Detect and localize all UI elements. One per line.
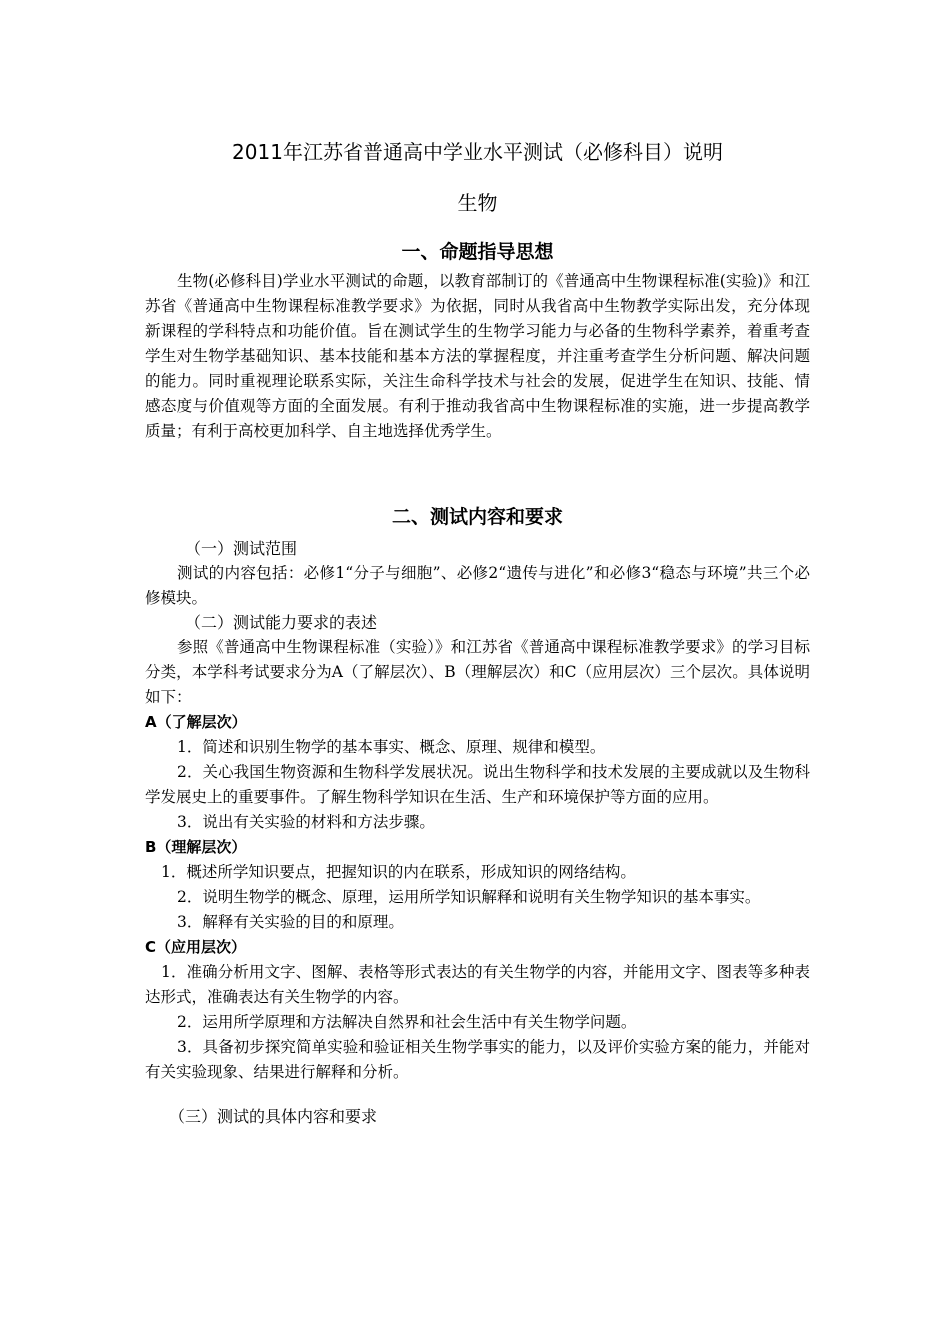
subsection-heading-ability-requirements: （二）测试能力要求的表述 — [185, 613, 378, 632]
test-scope-paragraph: 测试的内容包括：必修1“分子与细胞”、必修2“遗传与进化”和必修3“稳态与环境”共三个必修模块。 — [145, 564, 810, 607]
subsection-heading-specific-content: （三）测试的具体内容和要求 — [169, 1107, 378, 1126]
level-c-item: 3．具备初步探究简单实验和验证相关生物学事实的能力，以及评价实验方案的能力，并能对有关实验现象、结果进行解释和分析。 — [145, 1038, 810, 1081]
subject-title: 生物 — [457, 191, 498, 215]
section-heading-content-requirements: 二、测试内容和要求 — [391, 506, 563, 528]
level-c-item: 1．准确分析用文字、图解、表格等形式表达的有关生物学的内容，并能用文字、图表等多种表达形式，准确表达有关生物学的内容。 — [145, 963, 810, 1006]
guiding-ideas-paragraph: 生物(必修科目)学业水平测试的命题，以教育部制订的《普通高中生物课程标准(实验)》和江苏省《普通高中生物课程标准教学要求》为依据，同时从我省高中生物教学实际出发，充分体现新课程的学科特点和功能价值。旨在测试学生的生物学习能力与必备的生物科学素养，着重考查学生对生物学基础知识、基本技能和基本方法的掌握程度，并注重考查学生分析问题、解决问题的能力。同时重视理论联系实际，关注生命科学技术与社会的发展，促进学生在知识、技能、情感态度与价值观等方面的全面发展。有利于推动我省高中生物课程标准的实施，进一步提高教学质量；有利于高校更加科学、自主地选择优秀学生。 — [145, 272, 810, 440]
subsection-heading-test-scope: （一）测试范围 — [185, 539, 298, 558]
level-a-item: 1．简述和识别生物学的基本事实、概念、原理、规律和模型。 — [177, 738, 606, 756]
level-c-item: 2．运用所学原理和方法解决自然界和社会生活中有关生物学问题。 — [177, 1013, 637, 1031]
ability-intro-paragraph: 参照《普通高中生物课程标准（实验）》和江苏省《普通高中课程标准教学要求》的学习目标分类，本学科考试要求分为A（了解层次）、B（理解层次）和C（应用层次）三个层次。具体说明如下： — [145, 638, 810, 706]
level-heading-b: B（理解层次） — [145, 838, 247, 856]
level-b-item: 3．解释有关实验的目的和原理。 — [177, 913, 404, 931]
section-heading-guiding-ideas: 一、命题指导思想 — [401, 241, 554, 263]
level-b-item: 1．概述所学知识要点，把握知识的内在联系，形成知识的网络结构。 — [161, 863, 636, 881]
document-body — [145, 132, 810, 1129]
level-a-item: 2．关心我国生物资源和生物科学发展状况。说出生物科学和技术发展的主要成就以及生物科学发展史上的重要事件。了解生物科学知识在生活、生产和环境保护等方面的应用。 — [145, 763, 810, 806]
document-title: 2011年江苏省普通高中学业水平测试（必修科目）说明 — [232, 140, 723, 164]
level-b-item: 2．说明生物学的概念、原理，运用所学知识解释和说明有关生物学知识的基本事实。 — [177, 888, 761, 906]
level-heading-c: C（应用层次） — [145, 938, 247, 956]
level-heading-a: A（了解层次） — [145, 713, 247, 731]
level-a-item: 3．说出有关实验的材料和方法步骤。 — [177, 813, 435, 831]
